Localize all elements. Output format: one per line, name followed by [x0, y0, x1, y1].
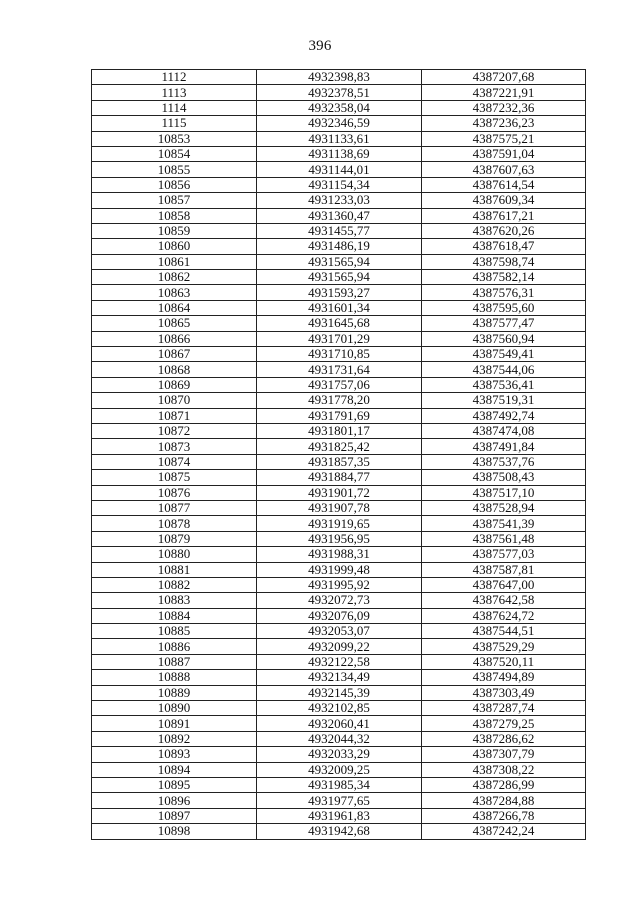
table-row	[92, 270, 586, 285]
table-row	[92, 500, 586, 515]
point-number-cell: 10858	[92, 208, 257, 223]
x-coordinate-cell: 4931791,69	[257, 408, 422, 423]
point-number-cell: 10879	[92, 531, 257, 546]
y-coordinate-cell: 4387492,74	[422, 408, 586, 423]
point-number-cell: 10897	[92, 808, 257, 823]
x-coordinate-cell: 4931593,27	[257, 285, 422, 300]
x-coordinate-cell: 4932145,39	[257, 685, 422, 700]
y-coordinate-cell: 4387576,31	[422, 285, 586, 300]
table-row	[92, 701, 586, 716]
point-number-cell: 10890	[92, 701, 257, 716]
x-coordinate-cell: 4931133,61	[257, 131, 422, 146]
table-row	[92, 531, 586, 546]
y-coordinate-cell: 4387287,74	[422, 701, 586, 716]
point-number-cell: 10880	[92, 547, 257, 562]
table-row	[92, 393, 586, 408]
point-number-cell: 10877	[92, 500, 257, 515]
x-coordinate-cell: 4931138,69	[257, 146, 422, 161]
x-coordinate-cell: 4932102,85	[257, 701, 422, 716]
x-coordinate-cell: 4932044,32	[257, 731, 422, 746]
table-row	[92, 762, 586, 777]
table-row	[92, 793, 586, 808]
x-coordinate-cell: 4931233,03	[257, 193, 422, 208]
x-coordinate-cell: 4932122,58	[257, 654, 422, 669]
y-coordinate-cell: 4387614,54	[422, 177, 586, 192]
x-coordinate-cell: 4932378,51	[257, 85, 422, 100]
point-number-cell: 10861	[92, 254, 257, 269]
coordinates-table	[91, 69, 586, 840]
table-row	[92, 408, 586, 423]
x-coordinate-cell: 4932033,29	[257, 747, 422, 762]
point-number-cell: 10889	[92, 685, 257, 700]
y-coordinate-cell: 4387491,84	[422, 439, 586, 454]
x-coordinate-cell: 4931857,35	[257, 454, 422, 469]
point-number-cell: 10856	[92, 177, 257, 192]
y-coordinate-cell: 4387582,14	[422, 270, 586, 285]
table-row	[92, 100, 586, 115]
y-coordinate-cell: 4387549,41	[422, 347, 586, 362]
x-coordinate-cell: 4932072,73	[257, 593, 422, 608]
x-coordinate-cell: 4931360,47	[257, 208, 422, 223]
y-coordinate-cell: 4387279,25	[422, 716, 586, 731]
table-row	[92, 654, 586, 669]
point-number-cell: 10888	[92, 670, 257, 685]
y-coordinate-cell: 4387620,26	[422, 223, 586, 238]
point-number-cell: 10860	[92, 239, 257, 254]
x-coordinate-cell: 4932346,59	[257, 116, 422, 131]
table-row	[92, 131, 586, 146]
x-coordinate-cell: 4932398,83	[257, 70, 422, 85]
point-number-cell: 10862	[92, 270, 257, 285]
table-row	[92, 747, 586, 762]
table-row	[92, 470, 586, 485]
table-row	[92, 377, 586, 392]
x-coordinate-cell: 4932134,49	[257, 670, 422, 685]
y-coordinate-cell: 4387207,68	[422, 70, 586, 85]
x-coordinate-cell: 4931901,72	[257, 485, 422, 500]
point-number-cell: 1115	[92, 116, 257, 131]
table-row	[92, 362, 586, 377]
point-number-cell: 1114	[92, 100, 257, 115]
table-row	[92, 516, 586, 531]
point-number-cell: 10867	[92, 347, 257, 362]
y-coordinate-cell: 4387642,58	[422, 593, 586, 608]
x-coordinate-cell: 4931801,17	[257, 423, 422, 438]
table-row	[92, 670, 586, 685]
point-number-cell: 10876	[92, 485, 257, 500]
table-row	[92, 824, 586, 839]
x-coordinate-cell: 4932076,09	[257, 608, 422, 623]
table-row	[92, 485, 586, 500]
y-coordinate-cell: 4387303,49	[422, 685, 586, 700]
point-number-cell: 10863	[92, 285, 257, 300]
x-coordinate-cell: 4931942,68	[257, 824, 422, 839]
point-number-cell: 10871	[92, 408, 257, 423]
point-number-cell: 10865	[92, 316, 257, 331]
table-row	[92, 347, 586, 362]
y-coordinate-cell: 4387308,22	[422, 762, 586, 777]
y-coordinate-cell: 4387541,39	[422, 516, 586, 531]
y-coordinate-cell: 4387577,03	[422, 547, 586, 562]
y-coordinate-cell: 4387544,06	[422, 362, 586, 377]
y-coordinate-cell: 4387474,08	[422, 423, 586, 438]
point-number-cell: 10895	[92, 777, 257, 792]
x-coordinate-cell: 4931455,77	[257, 223, 422, 238]
point-number-cell: 10873	[92, 439, 257, 454]
y-coordinate-cell: 4387647,00	[422, 577, 586, 592]
y-coordinate-cell: 4387598,74	[422, 254, 586, 269]
y-coordinate-cell: 4387520,11	[422, 654, 586, 669]
point-number-cell: 10894	[92, 762, 257, 777]
x-coordinate-cell: 4931907,78	[257, 500, 422, 515]
x-coordinate-cell: 4931757,06	[257, 377, 422, 392]
y-coordinate-cell: 4387587,81	[422, 562, 586, 577]
table-row	[92, 146, 586, 161]
y-coordinate-cell: 4387607,63	[422, 162, 586, 177]
table-row	[92, 223, 586, 238]
y-coordinate-cell: 4387221,91	[422, 85, 586, 100]
y-coordinate-cell: 4387624,72	[422, 608, 586, 623]
y-coordinate-cell: 4387617,21	[422, 208, 586, 223]
point-number-cell: 10893	[92, 747, 257, 762]
point-number-cell: 10885	[92, 624, 257, 639]
point-number-cell: 10870	[92, 393, 257, 408]
table-row	[92, 331, 586, 346]
y-coordinate-cell: 4387286,99	[422, 777, 586, 792]
table-row	[92, 85, 586, 100]
table-row	[92, 193, 586, 208]
y-coordinate-cell: 4387595,60	[422, 300, 586, 315]
y-coordinate-cell: 4387232,36	[422, 100, 586, 115]
table-row	[92, 731, 586, 746]
y-coordinate-cell: 4387266,78	[422, 808, 586, 823]
point-number-cell: 10854	[92, 146, 257, 161]
coordinates-table-body	[92, 70, 586, 840]
y-coordinate-cell: 4387307,79	[422, 747, 586, 762]
x-coordinate-cell: 4931961,83	[257, 808, 422, 823]
point-number-cell: 10853	[92, 131, 257, 146]
x-coordinate-cell: 4931486,19	[257, 239, 422, 254]
x-coordinate-cell: 4932099,22	[257, 639, 422, 654]
x-coordinate-cell: 4931956,95	[257, 531, 422, 546]
table-row	[92, 639, 586, 654]
point-number-cell: 10881	[92, 562, 257, 577]
y-coordinate-cell: 4387494,89	[422, 670, 586, 685]
table-row	[92, 208, 586, 223]
point-number-cell: 10887	[92, 654, 257, 669]
x-coordinate-cell: 4931710,85	[257, 347, 422, 362]
point-number-cell: 10875	[92, 470, 257, 485]
table-row	[92, 454, 586, 469]
point-number-cell: 1112	[92, 70, 257, 85]
y-coordinate-cell: 4387560,94	[422, 331, 586, 346]
y-coordinate-cell: 4387575,21	[422, 131, 586, 146]
x-coordinate-cell: 4931977,65	[257, 793, 422, 808]
table-row	[92, 716, 586, 731]
point-number-cell: 10884	[92, 608, 257, 623]
point-number-cell: 10883	[92, 593, 257, 608]
point-number-cell: 10891	[92, 716, 257, 731]
y-coordinate-cell: 4387577,47	[422, 316, 586, 331]
point-number-cell: 10878	[92, 516, 257, 531]
point-number-cell: 10882	[92, 577, 257, 592]
y-coordinate-cell: 4387284,88	[422, 793, 586, 808]
y-coordinate-cell: 4387529,29	[422, 639, 586, 654]
x-coordinate-cell: 4931884,77	[257, 470, 422, 485]
x-coordinate-cell: 4931999,48	[257, 562, 422, 577]
y-coordinate-cell: 4387236,23	[422, 116, 586, 131]
x-coordinate-cell: 4931645,68	[257, 316, 422, 331]
x-coordinate-cell: 4931778,20	[257, 393, 422, 408]
point-number-cell: 10868	[92, 362, 257, 377]
table-row	[92, 316, 586, 331]
y-coordinate-cell: 4387242,24	[422, 824, 586, 839]
x-coordinate-cell: 4931565,94	[257, 270, 422, 285]
x-coordinate-cell: 4931144,01	[257, 162, 422, 177]
table-row	[92, 285, 586, 300]
point-number-cell: 10857	[92, 193, 257, 208]
table-row	[92, 162, 586, 177]
y-coordinate-cell: 4387591,04	[422, 146, 586, 161]
x-coordinate-cell: 4931825,42	[257, 439, 422, 454]
x-coordinate-cell: 4932060,41	[257, 716, 422, 731]
point-number-cell: 10855	[92, 162, 257, 177]
table-row	[92, 300, 586, 315]
y-coordinate-cell: 4387517,10	[422, 485, 586, 500]
table-row	[92, 808, 586, 823]
x-coordinate-cell: 4931701,29	[257, 331, 422, 346]
table-row	[92, 423, 586, 438]
y-coordinate-cell: 4387519,31	[422, 393, 586, 408]
point-number-cell: 10896	[92, 793, 257, 808]
y-coordinate-cell: 4387536,41	[422, 377, 586, 392]
table-row	[92, 577, 586, 592]
table-row	[92, 439, 586, 454]
point-number-cell: 1113	[92, 85, 257, 100]
point-number-cell: 10869	[92, 377, 257, 392]
table-row	[92, 116, 586, 131]
x-coordinate-cell: 4931919,65	[257, 516, 422, 531]
table-row	[92, 777, 586, 792]
x-coordinate-cell: 4931995,92	[257, 577, 422, 592]
table-row	[92, 254, 586, 269]
y-coordinate-cell: 4387618,47	[422, 239, 586, 254]
y-coordinate-cell: 4387544,51	[422, 624, 586, 639]
point-number-cell: 10886	[92, 639, 257, 654]
x-coordinate-cell: 4931988,31	[257, 547, 422, 562]
table-row	[92, 239, 586, 254]
x-coordinate-cell: 4932358,04	[257, 100, 422, 115]
x-coordinate-cell: 4931601,34	[257, 300, 422, 315]
point-number-cell: 10864	[92, 300, 257, 315]
page-number: 396	[308, 38, 332, 54]
y-coordinate-cell: 4387561,48	[422, 531, 586, 546]
table-row	[92, 685, 586, 700]
x-coordinate-cell: 4931565,94	[257, 254, 422, 269]
point-number-cell: 10859	[92, 223, 257, 238]
point-number-cell: 10866	[92, 331, 257, 346]
y-coordinate-cell: 4387528,94	[422, 500, 586, 515]
y-coordinate-cell: 4387609,34	[422, 193, 586, 208]
table-row	[92, 593, 586, 608]
point-number-cell: 10874	[92, 454, 257, 469]
y-coordinate-cell: 4387537,76	[422, 454, 586, 469]
x-coordinate-cell: 4932053,07	[257, 624, 422, 639]
x-coordinate-cell: 4931985,34	[257, 777, 422, 792]
point-number-cell: 10872	[92, 423, 257, 438]
x-coordinate-cell: 4932009,25	[257, 762, 422, 777]
table-row	[92, 608, 586, 623]
y-coordinate-cell: 4387286,62	[422, 731, 586, 746]
point-number-cell: 10892	[92, 731, 257, 746]
table-row	[92, 624, 586, 639]
y-coordinate-cell: 4387508,43	[422, 470, 586, 485]
point-number-cell: 10898	[92, 824, 257, 839]
table-row	[92, 70, 586, 85]
table-row	[92, 547, 586, 562]
x-coordinate-cell: 4931154,34	[257, 177, 422, 192]
table-row	[92, 177, 586, 192]
table-row	[92, 562, 586, 577]
x-coordinate-cell: 4931731,64	[257, 362, 422, 377]
